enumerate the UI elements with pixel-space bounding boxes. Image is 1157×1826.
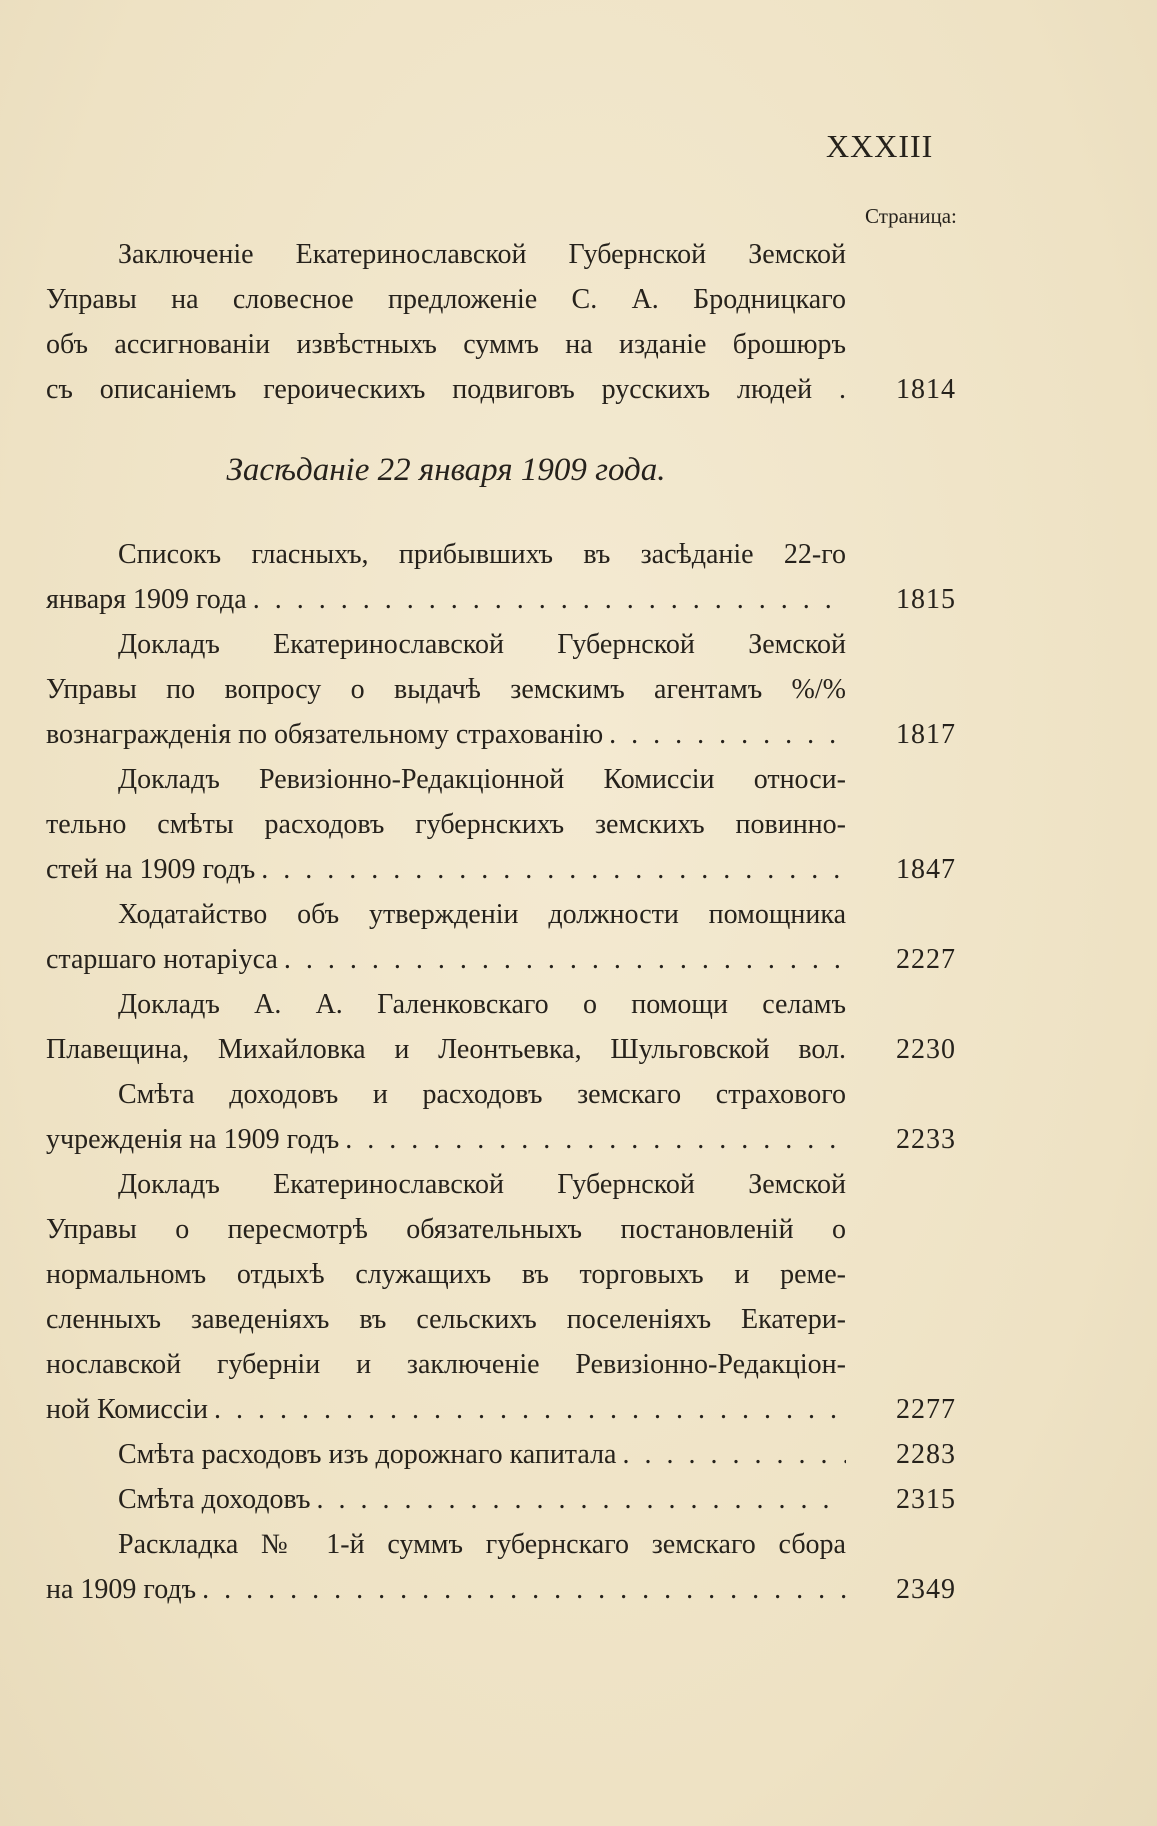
toc-entry [46,1162,1046,1432]
dot-leader [214,1387,846,1432]
toc-page-ref: 2233 [896,1124,956,1155]
toc-entry-text: января 1909 года [46,584,247,615]
toc-entry [46,1072,1046,1162]
toc-entry-line: Плавещина, Михайловка и Леонтьевка, Шульговской вол. [46,1034,846,1065]
dot-leader [253,577,846,622]
toc-entry-line [46,577,846,622]
toc-page-ref: 1815 [896,584,956,615]
toc-entry-line [46,1432,846,1477]
toc-entry-line: Смѣта доходовъ и расходовъ земскаго страхового [118,1079,846,1110]
toc-entry-line: Управы на словесное предложеніе С. А. Бродницкаго [46,284,846,315]
toc-entry-line [46,712,846,757]
toc-entry-line [46,1567,846,1612]
toc-page-ref: 1847 [896,854,956,885]
toc-entry [46,892,1046,982]
toc-entry [46,532,1046,622]
toc-entry-line [46,847,846,892]
toc-entry-line: Раскладка № 1-й суммъ губернскаго земскаго сбора [118,1529,846,1560]
toc-page-ref: 2315 [896,1484,956,1515]
dot-leader [202,1567,846,1612]
toc-page-ref: 2277 [896,1394,956,1425]
toc-entry-text: старшаго нотаріуса [46,944,278,975]
toc-entry-line: объ ассигнованіи извѣстныхъ суммъ на изданіе брошюръ [46,329,846,360]
dot-leader [284,937,846,982]
page-number: XXXIII [826,128,934,164]
toc-entry-line [46,1117,846,1162]
toc-entry [46,982,1046,1072]
toc-entry [46,1432,1046,1477]
toc-entry-text: ной Комиссіи [46,1394,209,1425]
toc-entry-line: Докладъ Екатеринославской Губернской Земской [118,1169,846,1200]
dot-leader [345,1117,846,1162]
toc-entry-line: Управы по вопросу о выдачѣ земскимъ агентамъ %/% [46,674,846,705]
toc-entry [46,232,1046,412]
toc-entry-text: Смѣта расходовъ изъ дорожнаго капитала [118,1439,617,1470]
toc-entry-line: тельно смѣты расходовъ губернскихъ земскихъ повинно- [46,809,846,840]
toc-entry [46,1522,1046,1612]
dot-leader [622,1432,846,1477]
table-of-contents [46,232,1046,1612]
toc-entry-text: вознагражденія по обязательному страхованію [46,719,604,750]
toc-page-ref: 1817 [896,719,956,750]
dot-leader [261,847,846,892]
session-heading: Засѣданіе 22 января 1909 года. [226,452,666,488]
toc-page-ref: 2283 [896,1439,956,1470]
toc-page-ref: 2230 [896,1034,956,1065]
toc-page-ref: 2227 [896,944,956,975]
toc-entry-line: съ описаніемъ героическихъ подвиговъ русскихъ людей . [46,374,846,405]
toc-entry [46,757,1046,892]
toc-entry-line: Управы о пересмотрѣ обязательныхъ постановленій о [46,1214,846,1245]
toc-page-ref: 1814 [896,374,956,405]
toc-entry-line: Докладъ Екатеринославской Губернской Земской [118,629,846,660]
dot-leader [609,712,846,757]
toc-entry-line: нославской губерніи и заключеніе Ревизіонно-Редакціон- [46,1349,846,1380]
toc-page-ref: 2349 [896,1574,956,1605]
toc-entry-text: учрежденія на 1909 годъ [46,1124,340,1155]
toc-entry-text: на 1909 годъ [46,1574,197,1605]
page-column-header: Страница: [865,204,957,228]
toc-entry [46,1477,1046,1522]
toc-entry-line: Докладъ Ревизіонно-Редакціонной Комиссіи относи- [118,764,846,795]
dot-leader [317,1477,846,1522]
toc-entry-line: сленныхъ заведеніяхъ въ сельскихъ поселеніяхъ Екатери- [46,1304,846,1335]
toc-entry-text: стей на 1909 годъ [46,854,256,885]
toc-entry-line [46,1387,846,1432]
toc-entry-line: Ходатайство объ утвержденіи должности помощника [118,899,846,930]
toc-entry [46,622,1046,757]
toc-entry-line: Списокъ гласныхъ, прибывшихъ въ засѣданіе 22-го [118,539,846,570]
toc-entry-line [46,937,846,982]
toc-entry-text: Смѣта доходовъ [118,1484,311,1515]
toc-entry-line [46,1477,846,1522]
toc-entry-line: нормальномъ отдыхѣ служащихъ въ торговыхъ и реме- [46,1259,846,1290]
toc-entry-line: Заключеніе Екатеринославской Губернской Земской [118,239,846,270]
toc-entry-line: Докладъ А. А. Галенковскаго о помощи селамъ [118,989,846,1020]
